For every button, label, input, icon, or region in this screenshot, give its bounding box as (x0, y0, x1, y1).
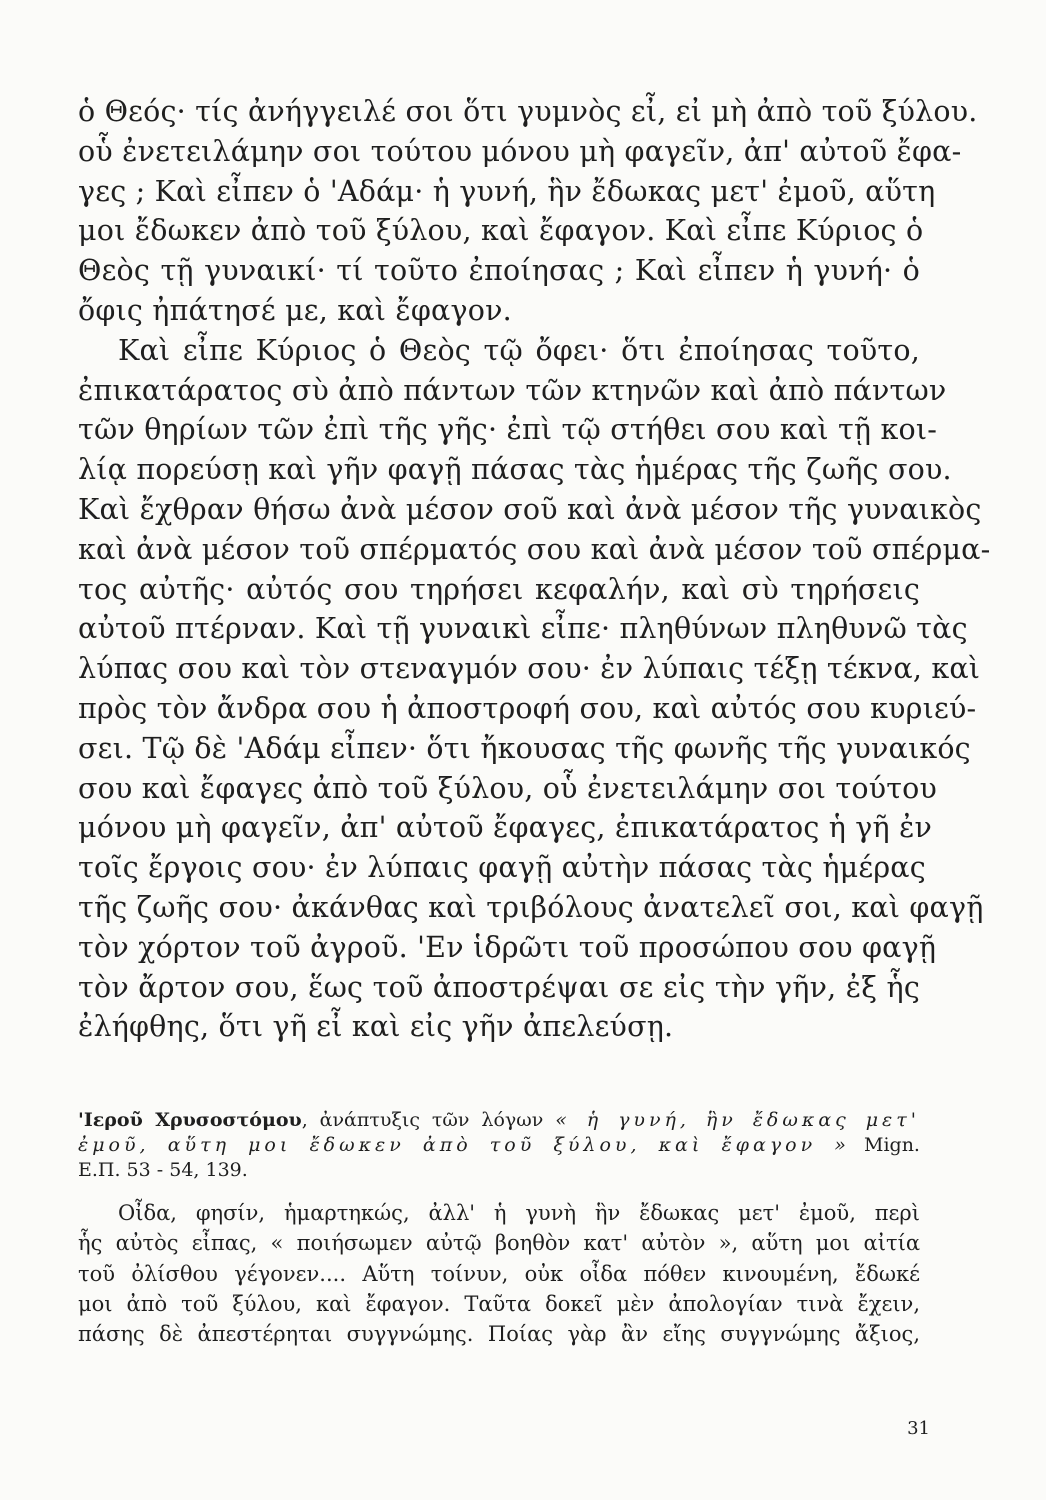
citation-text: , ἀνάπτυξις τῶν λόγων (301, 1109, 544, 1131)
source-citation (78, 1108, 920, 1183)
text-line: τοῖς ἔργοις σου· ἐν λύπαις φαγῇ αὐτὴν πάσας τὰς ἡμέρας (78, 851, 926, 885)
text-line: μοι ἔδωκεν ἀπὸ τοῦ ξύλου, καὶ ἔφαγον. Καὶ εἶπε Κύριος ὁ (78, 214, 924, 248)
text-line: αὐτοῦ πτέρναν. Καὶ τῇ γυναικὶ εἶπε· πληθύνων πληθυνῶ τὰς (78, 612, 968, 646)
text-line: σου καὶ ἔφαγες ἀπὸ τοῦ ξύλου, οὗ ἐνετειλάμην σοι τούτου (78, 771, 938, 805)
text-line: Θεὸς τῇ γυναικί· τί τοῦτο ἐποίησας ; Καὶ εἶπεν ἡ γυνή· ὁ (78, 254, 920, 288)
commentary-line: Οἶδα, φησίν, ἡμαρτηκώς, ἀλλ' ἡ γυνὴ ἣν ἔδωκας μετ' ἐμοῦ, περὶ (118, 1201, 920, 1225)
text-line: τὸν χόρτον τοῦ ἀγροῦ. 'Εν ἱδρῶτι τοῦ προσώπου σου φαγῇ (78, 930, 937, 964)
commentary-line: μοι ἀπὸ τοῦ ξύλου, καὶ ἔφαγον. Ταῦτα δοκεῖ μὲν ἀπολογίαν τινὰ ἔχειν, (78, 1291, 920, 1316)
commentary-paragraph (78, 1198, 920, 1349)
citation-line (78, 1108, 920, 1133)
text-line: ὁ Θεός· τίς ἀνήγγειλέ σοι ὅτι γυμνὸς εἶ, εἰ μὴ ἀπὸ τοῦ ξύλου. (78, 95, 978, 128)
text-line: οὗ ἐνετειλάμην σοι τούτου μόνου μὴ φαγεῖν, ἀπ' αὐτοῦ ἔφα- (78, 134, 962, 168)
text-line: τῶν θηρίων τῶν ἐπὶ τῆς γῆς· ἐπὶ τῷ στήθει σου καὶ τῇ κοι- (78, 413, 938, 447)
text-line: τος αὐτῆς· αὐτός σου τηρήσει κεφαλήν, καὶ σὺ τηρήσεις (78, 572, 920, 606)
citation-author: 'Ιεροῦ Χρυσοστόμου (78, 1109, 302, 1131)
text-line: λύπας σου καὶ τὸν στεναγμόν σου· ἐν λύπαις τέξῃ τέκνα, καὶ (78, 652, 981, 686)
text-line: σει. Τῷ δὲ 'Αδάμ εἶπεν· ὅτι ἤκουσας τῆς φωνῆς τῆς γυναικός (78, 731, 971, 765)
citation-quote: ἐμοῦ, αὕτη μοι ἔδωκεν ἀπὸ τοῦ ξύλου, καὶ ἔφαγον » (78, 1134, 850, 1156)
citation-quote: « ἡ γυνή, ἣν ἔδωκας μετ' (555, 1109, 920, 1131)
text-line: πρὸς τὸν ἄνδρα σου ἡ ἀποστροφή σου, καὶ αὐτός σου κυριεύ- (78, 691, 977, 725)
citation-line (78, 1133, 920, 1158)
commentary-line: τοῦ ὀλίσθου γέγονεν.... Αὕτη τοίνυν, οὐκ οἶδα πόθεν κινουμένη, ἔδωκέ (78, 1261, 920, 1286)
commentary-line: ἧς αὐτὸς εἶπας, « ποιήσωμεν αὐτῷ βοηθὸν κατ' αὐτὸν », αὕτη μοι αἰτία (78, 1231, 920, 1256)
text-line: λίᾳ πορεύσῃ καὶ γῆν φαγῇ πάσας τὰς ἡμέρας τῆς ζωῆς σου. (78, 453, 952, 487)
text-line: ἐπικατάρατος σὺ ἀπὸ πάντων τῶν κτηνῶν καὶ ἀπὸ πάντων (78, 373, 947, 407)
text-line: γες ; Καὶ εἶπεν ὁ 'Αδάμ· ἡ γυνή, ἣν ἔδωκας μετ' ἐμοῦ, αὕτη (78, 174, 936, 208)
text-line: τῆς ζωῆς σου· ἀκάνθας καὶ τριβόλους ἀνατελεῖ σοι, καὶ φαγῇ (78, 890, 984, 924)
commentary-line: πάσης δὲ ἀπεστέρηται συγγνώμης. Ποίας γὰρ ἂν εἴης συγγνώμης ἄξιος, (78, 1322, 920, 1347)
text-line: τὸν ἄρτον σου, ἕως τοῦ ἀποστρέψαι σε εἰς τὴν γῆν, ἐξ ἧς (78, 970, 920, 1004)
scripture-passage (78, 92, 991, 1047)
text-line: Καὶ ἔχθραν θήσω ἀνὰ μέσον σοῦ καὶ ἀνὰ μέσον τῆς γυναικὸς (78, 492, 982, 526)
text-line: μόνου μὴ φαγεῖν, ἀπ' αὐτοῦ ἔφαγες, ἐπικατάρατος ἡ γῆ ἐν (78, 811, 933, 845)
text-line: καὶ ἀνὰ μέσον τοῦ σπέρματός σου καὶ ἀνὰ μέσον τοῦ σπέρμα- (78, 532, 991, 566)
text-line: ἐλήφθης, ὅτι γῆ εἶ καὶ εἰς γῆν ἀπελεύσῃ. (78, 1010, 674, 1044)
citation-line: Ε.Π. 53 - 54, 139. (78, 1159, 248, 1181)
text-line: ὄφις ἠπάτησέ με, καὶ ἔφαγον. (78, 293, 512, 327)
page-number: 31 (907, 1418, 930, 1439)
citation-source: Mign. (864, 1134, 920, 1156)
text-line: Καὶ εἶπε Κύριος ὁ Θεὸς τῷ ὄφει· ὅτι ἐποίησας τοῦτο, (118, 333, 920, 367)
